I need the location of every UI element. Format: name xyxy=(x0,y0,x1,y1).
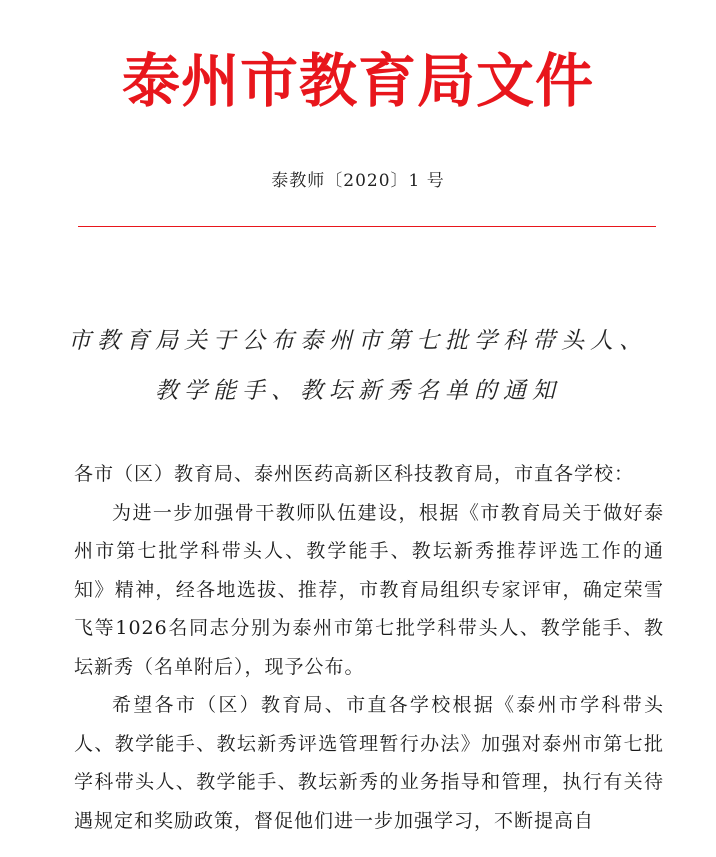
red-divider-rule xyxy=(78,226,656,227)
notice-title xyxy=(40,316,676,416)
body-paragraph: 为进一步加强骨干教师队伍建设，根据《市教育局关于做好泰州市第七批学科带头人、教学能手、教坛新秀推荐评选工作的通知》精神，经各地选拔、推荐，市教育局组织专家评审，确定荣雪飞等1026名同志分别为泰州市第七批学科带头人、教学能手、教坛新秀（名单附后），现予公布。 xyxy=(74,501,664,678)
document-number: 泰教师〔2020〕1 号 xyxy=(271,171,445,191)
document-body xyxy=(74,455,664,840)
document-masthead: 泰州市教育局文件 xyxy=(121,47,594,115)
body-paragraph: 希望各市（区）教育局、市直各学校根据《泰州市学科带头人、教学能手、教坛新秀评选管理暂行办法》加强对泰州市第七批学科带头人、教学能手、教坛新秀的业务指导和管理，执行有关待遇规定和奖励政策，督促他们进一步加强学习，不断提高自 xyxy=(74,694,664,832)
salutation: 各市（区）教育局、泰州医药高新区科技教育局，市直各学校： xyxy=(74,463,635,485)
notice-title-line: 教学能手、教坛新秀名单的通知 xyxy=(155,378,561,404)
notice-title-line: 市教育局关于公布泰州市第七批学科带头人、 xyxy=(68,328,648,354)
